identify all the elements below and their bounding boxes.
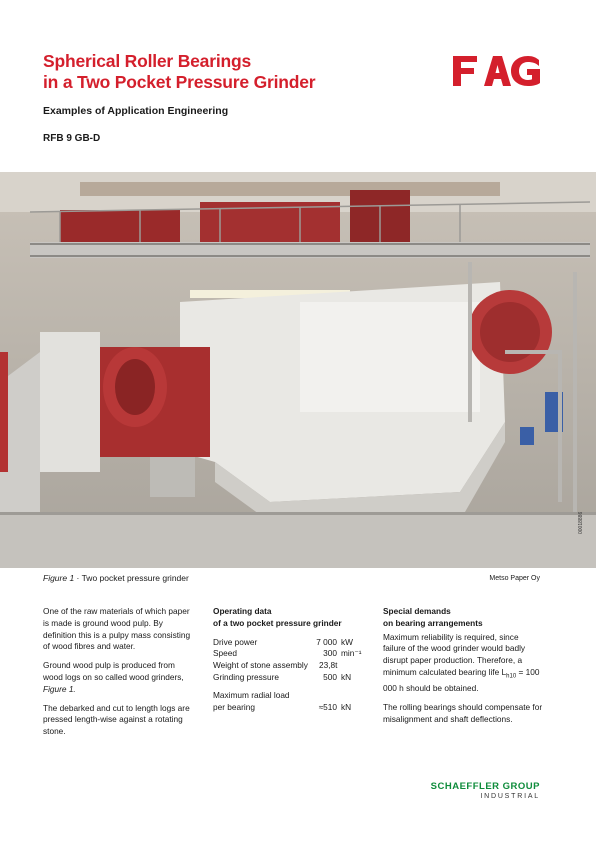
document-code: RFB 9 GB-D (43, 133, 101, 144)
table-row: per bearing ≈510 kN (213, 701, 352, 712)
fag-logo (453, 56, 540, 86)
intro-paragraph-3: The debarked and cut to length logs are pressed length-wise against a rotating stone. (43, 702, 190, 737)
schaeffler-brand: SCHAEFFLER GROUP (430, 781, 540, 792)
operating-data-heading: Operating data of a two pocket pressure grinder (213, 606, 342, 628)
special-demands-heading: Special demands on bearing arrangements (383, 606, 483, 628)
intro-paragraph-2: Ground wood pulp is produced from wood logs on so called wood grinders, Figure 1. (43, 660, 184, 694)
table-row: Maximum radial load (213, 689, 290, 700)
figure-caption (43, 573, 189, 583)
intro-paragraph-1: One of the raw materials of which paper is made is ground wood pulp. By definition this is a pulpy mass consisting of wood fibres and water. (43, 606, 191, 652)
demands-paragraph-2: The rolling bearings should compensate for misalignment and shaft deflections. (383, 702, 543, 725)
table-row: Drive power 7 000 kW (213, 636, 353, 647)
figure-caption-text: · Two pocket pressure grinder (74, 573, 189, 583)
photo-credit: Metso Paper Oy (489, 575, 540, 582)
page-title (43, 51, 315, 93)
demands-paragraph-1: Maximum reliability is required, since failure of the wood grinder would badly disrupt paper production. Therefore, a minimum calculated bearing life $L_{h10} = 100$ 000 h should be obtained. (383, 631, 540, 694)
table-row: Speed 300 min⁻¹ (213, 648, 362, 659)
brand-subline: INDUSTRIAL (480, 793, 540, 800)
operating-data-table (213, 637, 362, 714)
intro-column (43, 606, 193, 745)
special-demands-column (383, 606, 543, 733)
figure-label: Figure 1 (43, 573, 75, 583)
title-line-1: Spherical Roller Bearings (43, 51, 251, 71)
table-row: Grinding pressure 500 kN (213, 671, 352, 682)
table-row: Weight of stone assembly 23,8t (213, 660, 338, 671)
title-line-2: in a Two Pocket Pressure Grinder (43, 72, 316, 92)
vertical-code: 00018886 (578, 511, 584, 534)
grinder-photo (0, 172, 596, 568)
operating-data-column (213, 606, 363, 713)
subtitle: Examples of Application Engineering (43, 105, 229, 117)
